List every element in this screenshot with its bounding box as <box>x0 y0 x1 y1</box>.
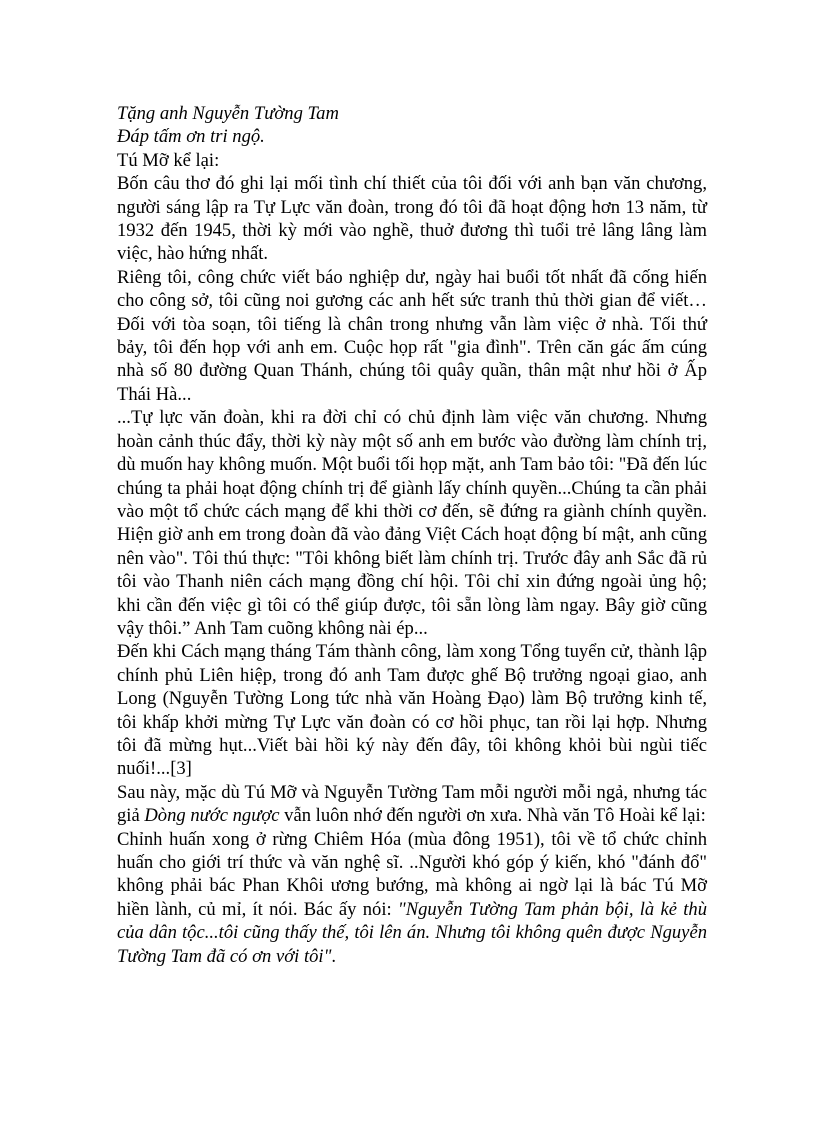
paragraph-6 <box>117 828 707 968</box>
paragraph-5-text-b: vẫn luôn nhớ đến người ơn xưa. Nhà văn Tô Hoài kể lại: <box>279 805 706 827</box>
paragraph-1: Bốn câu thơ đó ghi lại mối tình chí thiết của tôi đối với anh bạn văn chương, người sáng lập ra Tự Lực văn đoàn, trong đó tôi đã hoạt động hơn 13 năm, từ 1932 đến 1945, thời kỳ mới vào nghề, thuở đương thì tuổi trẻ lâng lâng làm việc, hào hứng nhất. <box>117 173 707 265</box>
quote: "Nguyễn Tường Tam phản bội, là kẻ thù của dân tộc...tôi cũng thấy thế, tôi lên án. Nhưng tôi không quên được Nguyễn Tường Tam đã có ơn với tôi" <box>117 898 707 967</box>
dedication-line-2: Đáp tấm ơn tri ngộ. <box>117 126 265 148</box>
paragraph-6-text-a: Chỉnh huấn xong ở rừng Chiêm Hóa (mùa đông 1951), tôi về tổ chức chỉnh huấn cho giới trí thức và văn nghệ sĩ. ..Người khó góp ý kiến, khó "đánh đổ" không phải bác Phan Khôi ương bướng, mà không ai ngờ lại là bác Tú Mỡ hiền lành, củ mỉ, ít nói. Bác ấy nói: <box>117 828 707 920</box>
paragraph-5 <box>117 781 707 828</box>
document-body <box>117 102 707 968</box>
intro-line: Tú Mỡ kể lại: <box>117 149 220 171</box>
paragraph-4: Đến khi Cách mạng tháng Tám thành công, làm xong Tổng tuyển cử, thành lập chính phủ Liên hiệp, trong đó anh Tam được ghế Bộ trưởng ngoại giao, anh Long (Nguyễn Tường Long tức nhà văn Hoàng Đạo) làm Bộ trưởng kinh tế, tôi khấp khởi mừng Tự Lực văn đoàn có cơ hồi phục, tan rồi lại hợp. Nhưng tôi đã mừng hụt...Viết bài hồi ký này đến đây, tôi không khỏi bùi ngùi tiếc nuối!...[3] <box>117 641 707 780</box>
paragraph-6-text-b: . <box>331 945 337 967</box>
paragraph-3: ...Tự lực văn đoàn, khi ra đời chỉ có chủ định làm việc văn chương. Nhưng hoàn cảnh thúc đẩy, thời kỳ này một số anh em bước vào đường làm chính trị, dù muốn hay không muốn. Một buổi tối họp mặt, anh Tam bảo tôi: "Đã đến lúc chúng ta phải hoạt động chính trị để giành lấy chính quyền...Chúng ta cần phải vào một tổ chức cách mạng để khi thời cơ đến, sẽ đứng ra giành chính quyền. Hiện giờ anh em trong đoàn đã vào đảng Việt Cách hoạt động bí mật, anh cũng nên vào". Tôi thú thực: "Tôi không biết làm chính trị. Trước đây anh Sắc đã rủ tôi vào Thanh niên cách mạng đồng chí hội. Tôi chỉ xin đứng ngoài ủng hộ; khi cần đến việc gì tôi có thể giúp được, tôi sẵn lòng làm ngay. Bây giờ cũng vậy thôi.” Anh Tam cuõng không nài ép... <box>117 407 707 639</box>
paragraph-2: Riêng tôi, công chức viết báo nghiệp dư, ngày hai buổi tốt nhất đã cống hiến cho công sở, tôi cũng noi gương các anh hết sức tranh thủ thời gian để viết…Đối với tòa soạn, tôi tiếng là chân trong nhưng vẫn làm việc ở nhà. Tối thứ bảy, tôi đến họp với anh em. Cuộc họp rất "gia đình". Trên căn gác ấm cúng nhà số 80 đường Quan Thánh, chúng tôi quây quần, thân mật như hồi ở Ấp Thái Hà... <box>117 266 707 405</box>
dedication-line-1: Tặng anh Nguyễn Tường Tam <box>117 103 339 124</box>
paragraph-5-text-a: Sau này, mặc dù Tú Mỡ và Nguyễn Tường Tam mỗi người mỗi ngả, nhưng tác giả <box>117 781 707 827</box>
book-title: Dòng nước ngược <box>144 805 280 827</box>
